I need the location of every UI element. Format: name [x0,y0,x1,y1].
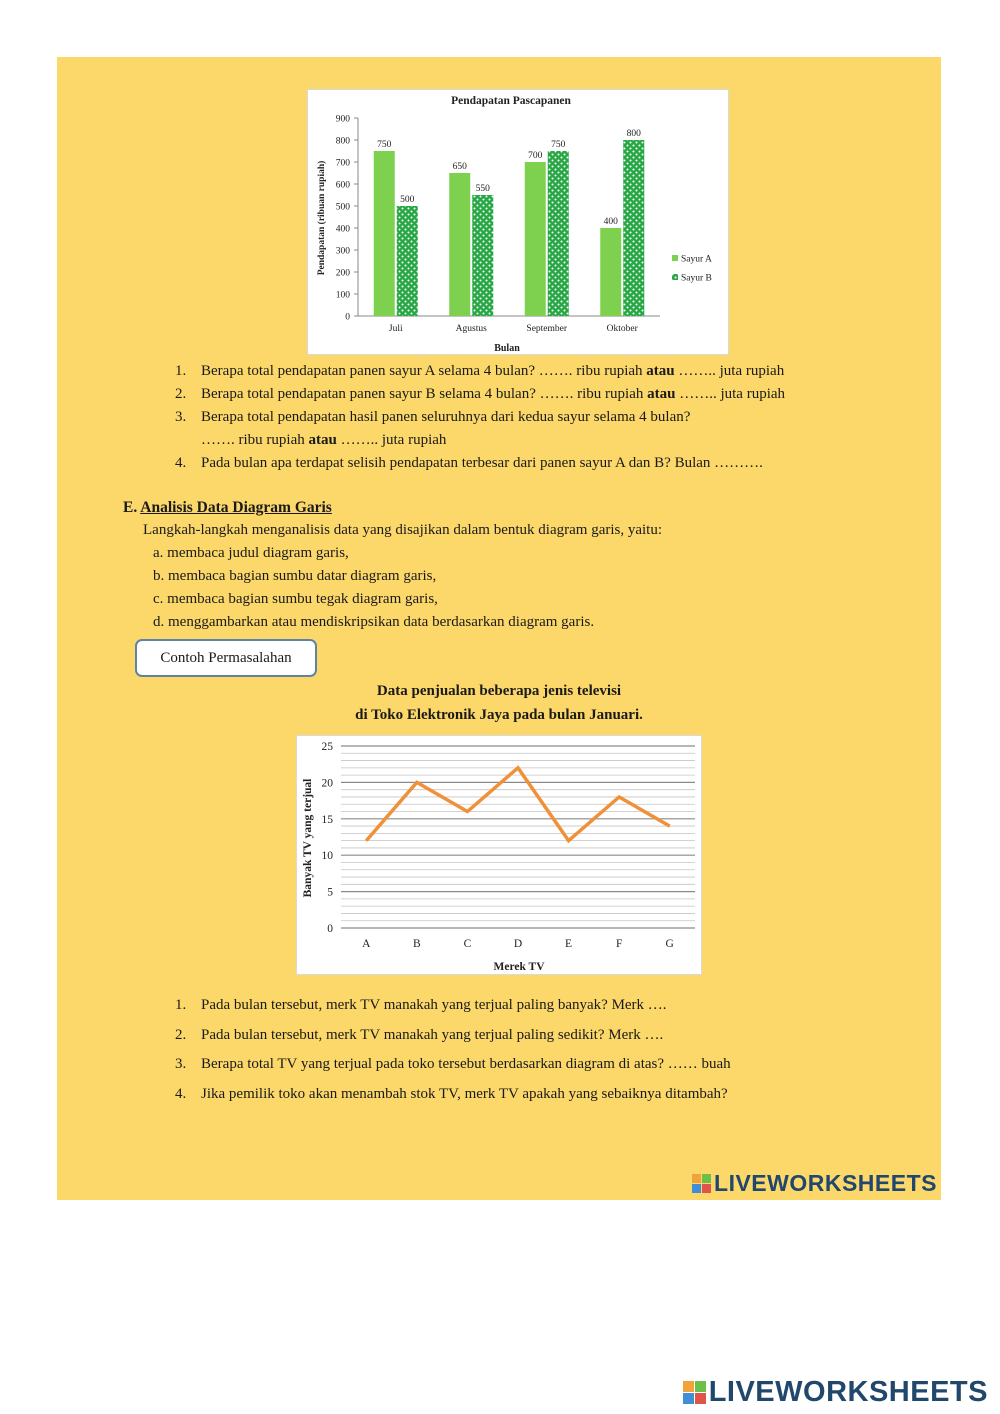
question-text: Pada bulan tersebut, merk TV manakah yang terjual paling sedikit? Merk …. [201,1026,664,1043]
section-e-heading [123,499,332,517]
step-text: membaca bagian sumbu datar diagram garis, [168,568,437,584]
line-chart-category-label: A [362,938,371,950]
line-question-item [175,997,915,1027]
bar-sayur-a-agustus [449,173,470,316]
question-text: Berapa total pendapatan panen sayur B selama 4 bulan? ……. ribu rupiah [201,386,648,402]
bar-chart-category-label: Juli [388,324,403,334]
line-chart-category-label: C [463,938,472,950]
question-number: 2. [175,1026,187,1043]
question-text: Berapa total TV yang terjual pada toko tersebut berdasarkan diagram di atas? …… buah [201,1056,731,1072]
bar-question-item [175,409,915,432]
bar-chart-ytick-label: 200 [335,268,350,279]
bar-chart-ytick-label: 300 [335,246,350,257]
bar-question-item [175,386,915,409]
line-chart-ytick-label: 0 [327,923,333,935]
bar-chart-ytick-label: 400 [335,224,350,235]
bar-chart-category-label: September [526,324,568,334]
section-e-intro: Langkah-langkah menganalisis data yang disajikan dalam bentuk diagram garis, yaitu: [143,522,663,538]
question-text: Berapa total pendapatan hasil panen seluruhnya dari kedua sayur selama 4 bulan? [201,409,691,425]
bar-value-label: 500 [400,195,415,205]
bar-value-label: 750 [377,140,392,150]
liveworksheets-logo-text: LIVEWORKSHEETS [714,1170,937,1196]
line-chart-ylabel: Banyak TV yang terjual [302,778,314,898]
bar-chart-title: Pendapatan Pascapanen [451,95,571,107]
bar-chart-ytick-label: 700 [335,158,350,169]
question-number: 3. [175,1056,187,1072]
analysis-step [153,545,594,568]
line-point-f [619,796,620,797]
line-point-g [669,826,670,827]
line-point-c [467,811,468,812]
question-text: ……. ribu rupiah [201,432,309,448]
line-chart-category-label: D [513,938,523,950]
bar-sayur-a-juli [374,151,395,316]
legend-label-sayur-a: Sayur A [681,254,712,265]
analysis-steps [153,545,594,637]
question-text-tail: …….. juta rupiah [675,386,786,402]
line-chart-ytick-label: 25 [321,741,333,753]
bar-chart-ytick-label: 800 [335,136,350,147]
line-chart-container [296,735,702,975]
line-point-a [366,840,367,841]
line-chart-questions [175,997,915,1115]
bar-chart-ylabel: Pendapatan (ribuan rupiah) [317,160,327,276]
bar-question-item [175,363,915,386]
bar-chart-xlabel: Bulan [494,343,520,354]
example-problem-box [135,639,317,677]
question-text-tail: …….. juta rupiah [674,363,785,379]
line-chart-ytick-label: 20 [321,777,333,790]
bar-chart-container [307,89,729,355]
line-chart-ytick-label: 15 [321,813,333,826]
question-text: Pada bulan tersebut, merk TV manakah yang terjual paling banyak? Merk …. [201,997,667,1013]
bar-value-label: 750 [551,140,566,150]
step-text: membaca bagian sumbu tegak diagram garis, [167,591,438,607]
bar-chart-category-label: Agustus [455,324,487,334]
analysis-step [153,591,594,614]
line-chart-title-1: Data penjualan beberapa jenis televisi [376,683,622,699]
bar-chart-ytick-label: 600 [335,180,350,191]
liveworksheets-footer-logo-icon [683,1381,706,1404]
liveworksheets-footer-logo-text: LIVEWORKSHEETS [708,1376,988,1408]
step-letter: d. [153,614,165,630]
question-number: 3. [175,409,187,425]
example-problem-label: Contoh Permasalahan [160,650,292,666]
question-number: 4. [175,455,187,471]
question-number: 2. [175,386,187,402]
bar-sayur-b-september [548,151,569,316]
question-text: Jika pemilik toko akan menambah stok TV, merk TV apakah yang sebaiknya ditambah? [201,1085,728,1102]
line-point-b [416,782,417,783]
bar-value-label: 700 [528,151,543,161]
line-question-item [175,1086,915,1116]
analysis-step [153,614,594,637]
step-letter: c. [153,591,164,607]
bar-sayur-b-juli [397,206,418,316]
question-keyword: atau [646,363,675,379]
bar-sayur-a-oktober [600,228,621,316]
bar-value-label: 550 [475,184,490,194]
question-text: Pada bulan apa terdapat selisih pendapatan terbesar dari panen sayur A dan B? Bulan ………. [201,455,763,471]
worksheet-page [57,57,941,1200]
step-text: membaca judul diagram garis, [167,545,349,561]
question-keyword: atau [647,386,676,402]
question-number: 4. [175,1085,187,1102]
line-chart-category-label: F [615,938,623,950]
bar-chart-ytick-label: 500 [335,202,350,213]
bar-sayur-b-oktober [623,140,644,316]
question-text: Berapa total pendapatan panen sayur A selama 4 bulan? ……. ribu rupiah [201,363,647,379]
question-number: 1. [175,363,187,379]
liveworksheets-logo [692,1170,937,1197]
bar-chart-category-label: Oktober [606,324,638,334]
question-keyword: atau [308,432,337,448]
line-chart [297,736,701,974]
step-letter: a. [153,545,164,561]
line-chart-xlabel: Merek TV [493,961,545,973]
section-e-title: Analisis Data Diagram Garis [140,499,332,516]
line-chart-category-label: G [665,938,674,950]
line-chart-title-2: di Toko Elektronik Jaya pada bulan Januari. [355,707,643,723]
bar-value-label: 650 [452,162,467,172]
line-point-d [518,767,519,768]
line-chart-category-label: B [413,938,421,950]
line-question-item [175,1056,915,1086]
step-letter: b. [153,568,165,584]
bar-question-item [175,455,915,478]
bar-chart-ytick-label: 900 [335,114,350,125]
bar-chart [308,90,728,354]
bar-chart-ytick-label: 100 [335,290,350,301]
bar-chart-ytick-label: 0 [345,312,350,323]
line-chart-ytick-label: 10 [321,850,333,863]
legend-label-sayur-b: Sayur B [681,273,712,284]
step-text: menggambarkan atau mendiskripsikan data berdasarkan diagram garis. [168,614,595,630]
analysis-step [153,568,594,591]
bar-sayur-a-september [525,162,546,316]
section-e-letter: E. [123,499,138,516]
question-number: 1. [175,997,187,1013]
line-question-item [175,1027,915,1057]
line-chart-category-label: E [565,938,573,950]
liveworksheets-footer-logo [683,1376,988,1409]
legend-swatch-sayur-a [672,255,678,261]
bar-value-label: 800 [626,129,641,139]
bar-value-label: 400 [603,217,618,227]
line-point-e [568,840,569,841]
line-chart-ytick-label: 5 [327,886,333,899]
bar-chart-questions [175,363,915,478]
legend-swatch-sayur-b [672,274,678,280]
bar-sayur-b-agustus [472,195,493,316]
liveworksheets-logo-icon [692,1174,711,1193]
bar-question-item [175,432,915,455]
question-text-tail: …….. juta rupiah [336,432,447,448]
